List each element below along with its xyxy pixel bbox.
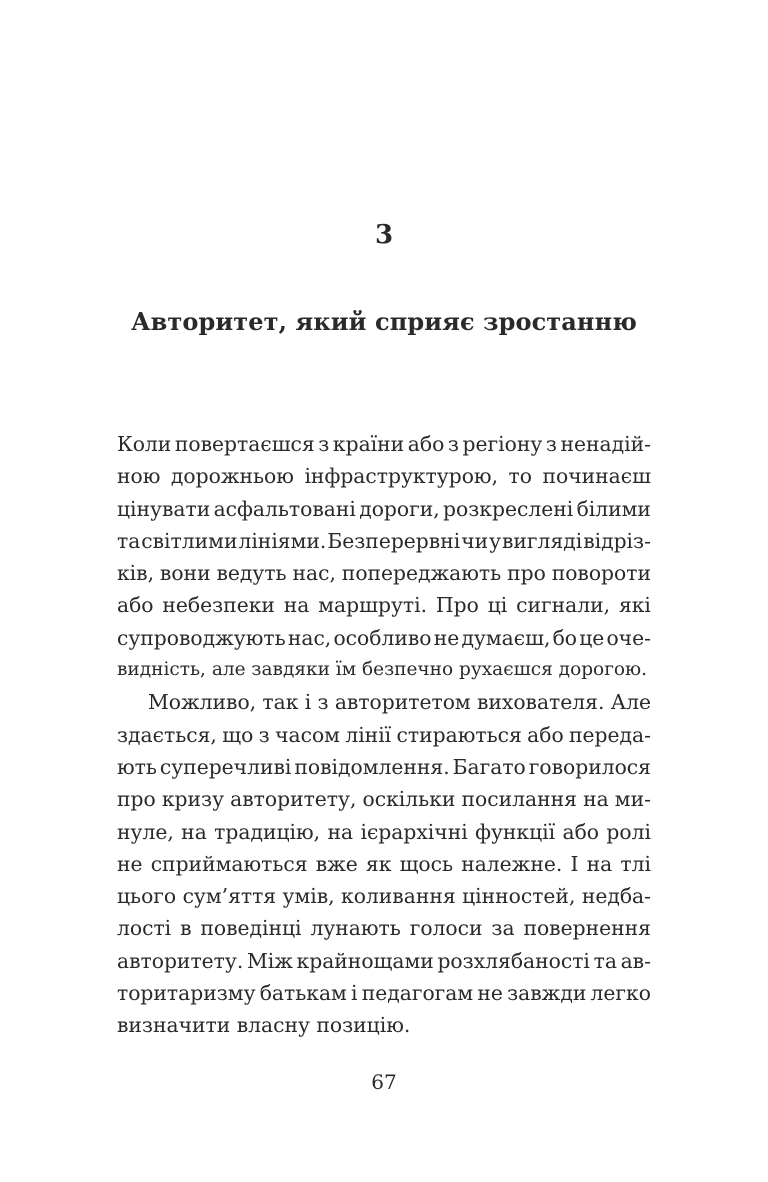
text-line: торитаризму батькам і педагогам не завжди легко [117, 981, 651, 1006]
text-line: не сприймаються вже як щось належне. І на тлі [117, 851, 651, 876]
text-line: авторитету. Між крайнощами розхлябаності та ав- [117, 948, 651, 973]
chapter-title: Авторитет, який сприяє зростанню [131, 307, 637, 336]
page-number: 67 [371, 1070, 397, 1094]
text-line: або небезпеки на маршруті. Про ці сигнали, які [117, 593, 651, 618]
text-line: здається, що з часом лінії стираються або переда- [117, 722, 651, 747]
text-line: видність, але завдяки їм безпечно рухаєшся дорогою. [117, 659, 648, 681]
paragraph [117, 428, 651, 686]
chapter-number: 3 [374, 220, 394, 250]
paragraph [117, 686, 651, 1041]
text-line: лості в поведінці лунають голоси за повернення [117, 916, 651, 941]
text-line: та світлими лініями. Безперервні чи у вигляді відріз- [117, 528, 651, 553]
text-line: цього сум’яття умів, коливання цінностей, недба- [117, 884, 651, 909]
text-line: Коли повертаєшся з країни або з регіону з ненадій- [117, 432, 651, 456]
text-line: ною дорожньою інфраструктурою, то починаєш [117, 464, 651, 489]
body-text [117, 428, 651, 1042]
text-line: ють суперечливі повідомлення. Багато говорилося [117, 754, 651, 779]
text-line: нуле, на традицію, на ієрархічні функції або ролі [117, 819, 651, 844]
text-line: ків, вони ведуть нас, попереджають про повороти [117, 561, 651, 586]
text-line: про кризу авторитету, оскільки посилання на ми- [117, 787, 651, 812]
text-line: цінувати асфальтовані дороги, розкреслені білими [117, 496, 651, 521]
text-line: супроводжують нас, особливо не думаєш, бо це оче- [117, 625, 651, 650]
text-line: визначити власну позицію. [117, 1013, 411, 1038]
text-line: Можливо, так і з авторитетом вихователя. Але [148, 690, 651, 715]
